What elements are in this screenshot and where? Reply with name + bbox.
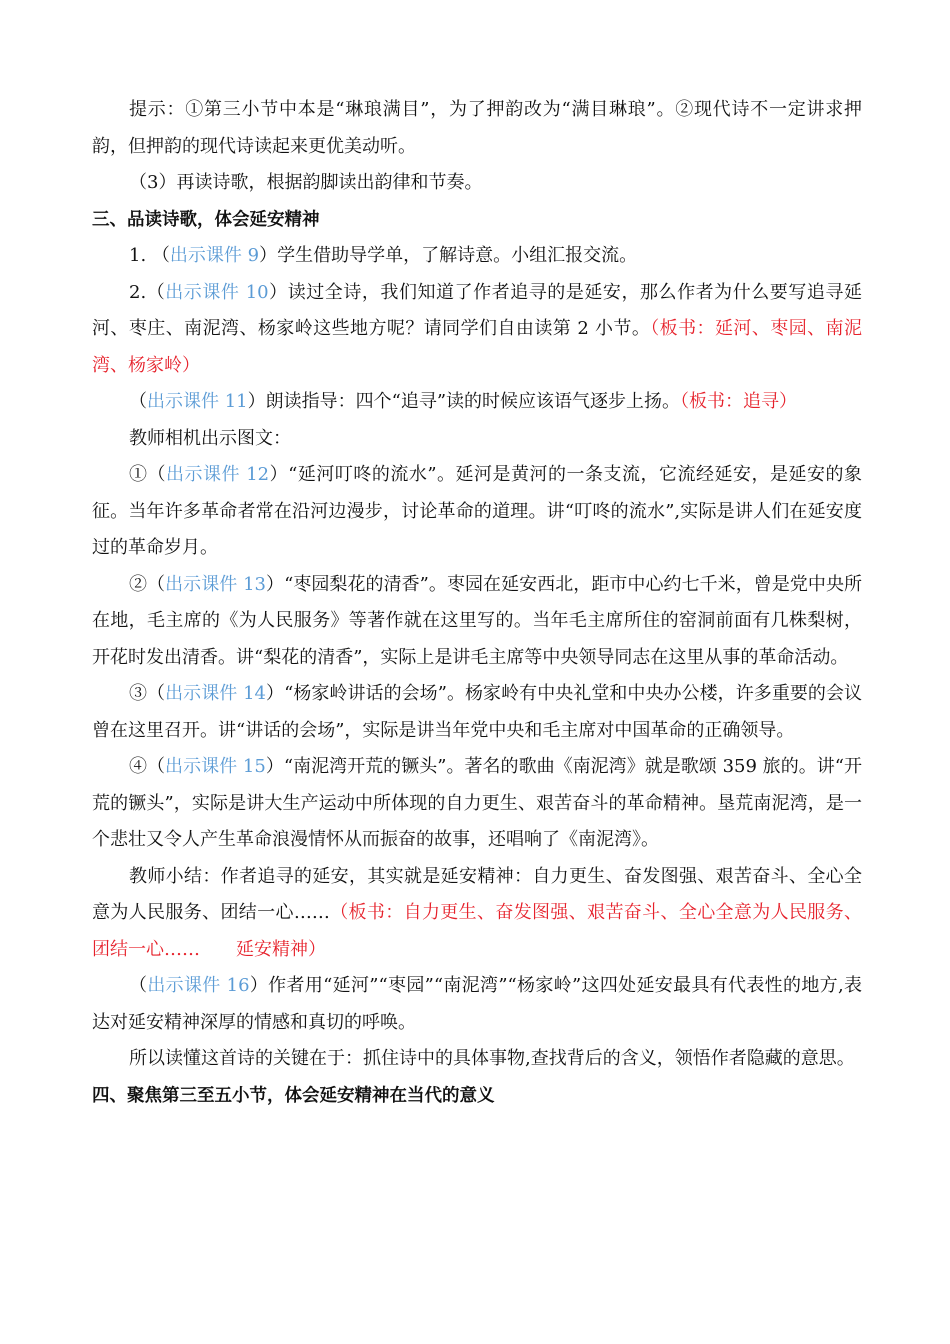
key-insight-paragraph: 所以读懂这首诗的关键在于：抓住诗中的具体事物,查找背后的含义，领悟作者隐藏的意思。 [129,1048,855,1069]
courseware-ref: 出示课件 14 [165,683,266,704]
step-1-paragraph: 1. （出示课件 9）学生借助导学单，了解诗意。小组汇报交流。 [129,245,638,266]
blackboard-note: （板书：延河、枣园、南泥湾、杨家岭） [92,318,862,376]
courseware-ref: 出示课件 13 [165,573,266,595]
document-body [92,92,862,1114]
author-intent-paragraph: （出示课件 16）作者用“延河”“枣园”“南泥湾”“杨家岭”这四处延安最具有代表性的地方,表达对延安精神深厚的情感和真切的呼唤。 [92,975,862,1033]
courseware-ref: 出示课件 10 [165,281,269,303]
yanhe-paragraph: ①（出示课件 12）“延河叮咚的流水”。延河是黄河的一条支流，它流经延安，是延安的象征。当年许多革命者常在沿河边漫步，讨论革命的道理。讲“叮咚的流水”,实际是讲人们在延安度过的革命岁月。 [92,464,862,558]
courseware-ref: 出示课件 9 [169,245,260,266]
reread-paragraph: （3）再读诗歌，根据韵脚读出韵律和节奏。 [129,172,483,193]
teacher-show-paragraph: 教师相机出示图文： [129,427,291,449]
courseware-ref: 出示课件 15 [165,756,266,777]
zaoyuan-paragraph: ②（出示课件 13）“枣园梨花的清香”。枣园在延安西北，距市中心约七千米，曾是党中央所在地，毛主席的《为人民服务》等著作就在这里写的。当年毛主席所住的窑洞前面有几株梨树，开花时发出清香。讲“梨花的清香”，实际上是讲毛主席等中央领导同志在这里从事的革命活动。 [92,573,863,668]
reading-guidance-paragraph: （出示课件 11）朗读指导：四个“追寻”读的时候应该语气逐步上扬。（板书：追寻） [129,391,798,412]
blackboard-note: （板书：自力更生、奋发图强、艰苦奋斗、全心全意为人民服务、团结一心…… 延安精神） [92,902,863,960]
courseware-ref: 出示课件 16 [147,975,250,996]
courseware-ref: 出示课件 12 [166,464,270,485]
section-heading-4: 四、聚焦第三至五小节，体会延安精神在当代的意义 [92,1085,495,1106]
yangjialing-paragraph: ③（出示课件 14）“杨家岭讲话的会场”。杨家岭有中央礼堂和中央办公楼，许多重要的会议曾在这里召开。讲“讲话的会场”，实际是讲当年党中央和毛主席对中国革命的正确领导。 [92,683,863,741]
nanniwan-paragraph: ④（出示课件 15）“南泥湾开荒的镢头”。著名的歌曲《南泥湾》就是歌颂 359 旅的。讲“开荒的镢头”，实际是讲大生产运动中所体现的自力更生、艰苦奋斗的革命精神。垦荒南泥湾，是一个悲壮又令人产生革命浪漫情怀从而振奋的故事，还唱响了《南泥湾》。 [92,756,862,850]
section-heading-3: 三、品读诗歌，体会延安精神 [92,209,320,230]
courseware-ref: 出示课件 11 [147,391,248,412]
step-2-paragraph: 2.（出示课件 10）读过全诗，我们知道了作者追寻的是延安，那么作者为什么要写追寻延河、枣庄、南泥湾、杨家岭这些地方呢？请同学们自由读第 2 小节。（板书：延河、枣园、南泥湾、杨家岭） [92,281,862,376]
hint-paragraph: 提示：①第三小节中本是“琳琅满目”，为了押韵改为“满目琳琅”。②现代诗不一定讲求押韵，但押韵的现代诗读起来更优美动听。 [92,99,862,157]
blackboard-note: （板书：追寻） [680,391,798,412]
teacher-summary-paragraph: 教师小结：作者追寻的延安，其实就是延安精神：自力更生、奋发图强、艰苦奋斗、全心全意为人民服务、团结一心……（板书：自力更生、奋发图强、艰苦奋斗、全心全意为人民服务、团结一心…… 延安精神） [92,865,863,960]
